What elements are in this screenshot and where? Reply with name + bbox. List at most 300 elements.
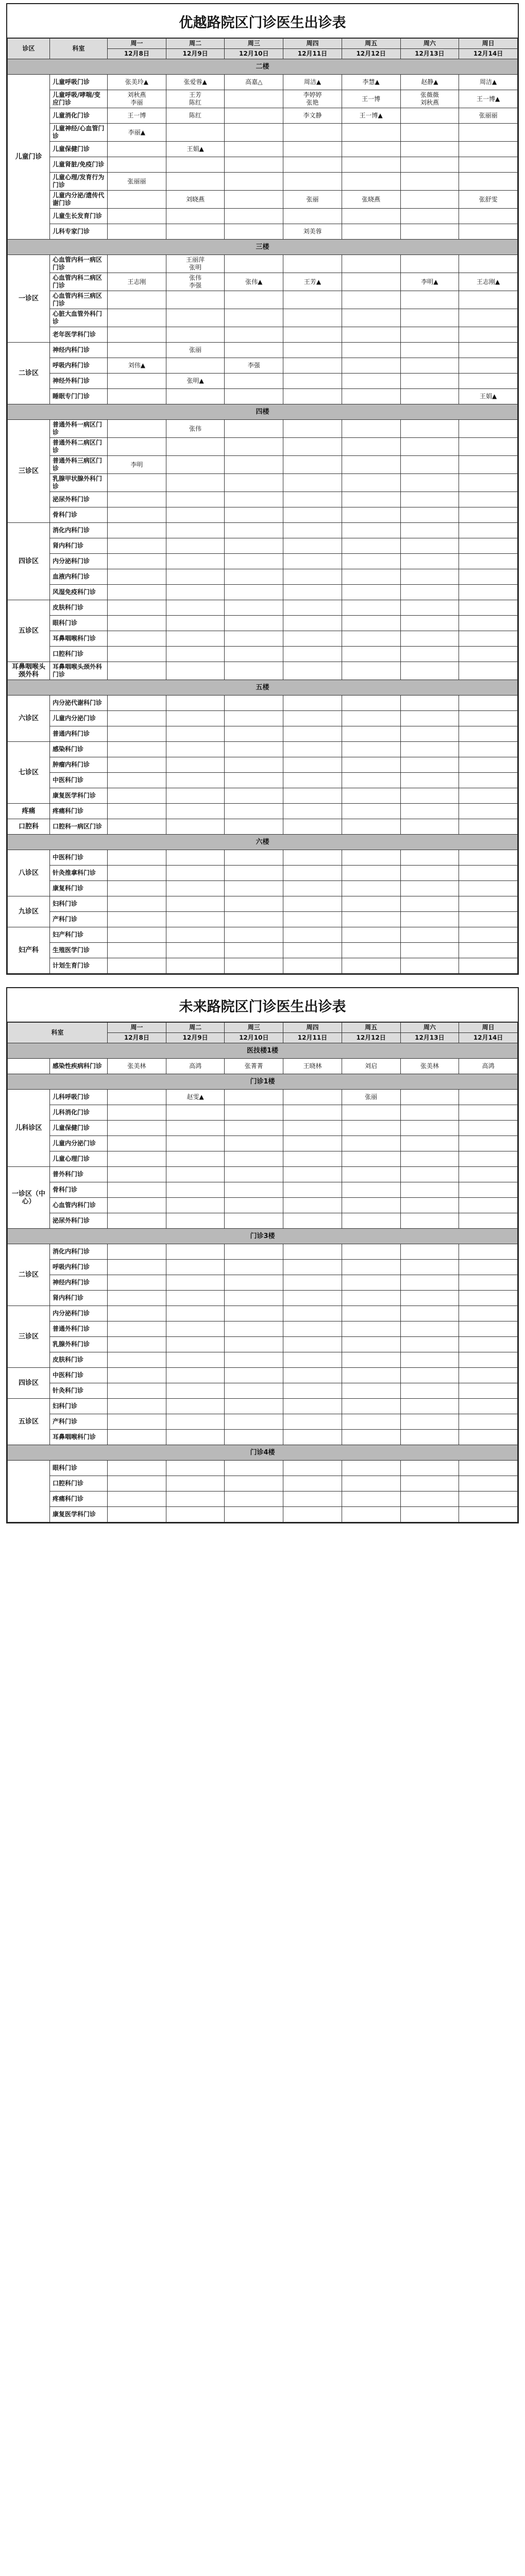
table-row [8, 1306, 518, 1321]
date-header: 12月12日 [342, 49, 400, 59]
doctor-cell: 王一博▲ [459, 90, 518, 108]
dept-cell: 内分泌科门诊 [50, 1306, 108, 1321]
doctor-cell [459, 585, 518, 600]
doctor-cell [283, 1291, 342, 1306]
doctor-cell [400, 1121, 459, 1136]
doctor-cell [108, 1244, 166, 1260]
doctor-cell [108, 631, 166, 647]
doctor-cell [283, 554, 342, 569]
table-row [8, 474, 518, 492]
floor-row [8, 680, 518, 696]
doctor-cell [166, 662, 225, 680]
dept-cell: 心血管内科门诊 [50, 1198, 108, 1213]
floor-row [8, 59, 518, 75]
doctor-cell [459, 1167, 518, 1182]
table-row [8, 819, 518, 835]
date-header: 12月11日 [283, 49, 342, 59]
doctor-cell [108, 1414, 166, 1430]
doctor-cell [342, 291, 400, 309]
doctor-cell [400, 224, 459, 240]
doctor-cell [342, 224, 400, 240]
doctor-cell [108, 585, 166, 600]
doctor-cell [108, 662, 166, 680]
doctor-cell [459, 866, 518, 881]
doctor-cell [400, 474, 459, 492]
table-row [8, 912, 518, 927]
doctor-cell [108, 711, 166, 726]
floor-label: 门诊1楼 [8, 1074, 518, 1090]
doctor-cell: 刘伟▲ [108, 358, 166, 374]
doctor-cell [283, 1213, 342, 1229]
doctor-cell [283, 538, 342, 554]
doctor-cell [166, 474, 225, 492]
doctor-cell [225, 1352, 283, 1368]
doctor-cell [459, 616, 518, 631]
doctor-cell [400, 191, 459, 209]
table-row [8, 456, 518, 474]
doctor-cell [108, 420, 166, 438]
doctor-cell [459, 804, 518, 819]
doctor-cell [459, 492, 518, 507]
table-row [8, 309, 518, 327]
doctor-cell [342, 1430, 400, 1445]
doctor-cell [108, 616, 166, 631]
dept-cell: 儿童神经/心血管门诊 [50, 124, 108, 142]
campus-cell: 一诊区 [8, 255, 50, 343]
doctor-cell [225, 647, 283, 662]
doctor-cell [459, 1275, 518, 1291]
day-header: 周五 [342, 1023, 400, 1033]
doctor-cell [342, 209, 400, 224]
day-header: 周二 [166, 1023, 225, 1033]
doctor-cell [108, 569, 166, 585]
doctor-cell [459, 374, 518, 389]
date-header: 12月9日 [166, 49, 225, 59]
doctor-cell [459, 1090, 518, 1105]
doctor-cell [283, 757, 342, 773]
doctor-cell [225, 1151, 283, 1167]
doctor-cell [459, 1352, 518, 1368]
doctor-cell [225, 1507, 283, 1522]
table-row [8, 1090, 518, 1105]
doctor-cell [459, 1492, 518, 1507]
dept-cell: 中医科门诊 [50, 773, 108, 788]
doctor-cell [459, 1291, 518, 1306]
doctor-cell [108, 309, 166, 327]
doctor-cell [283, 389, 342, 404]
doctor-cell [225, 788, 283, 804]
sheet-title: 优越路院区门诊医生出诊表 [7, 4, 518, 38]
dept-cell: 骨科门诊 [50, 507, 108, 523]
table-row [8, 1136, 518, 1151]
table-row [8, 1275, 518, 1291]
doctor-cell: 赵雯▲ [166, 1090, 225, 1105]
doctor-cell [225, 142, 283, 157]
doctor-cell [459, 309, 518, 327]
day-header: 周日 [459, 1023, 518, 1033]
table-row [8, 662, 518, 680]
doctor-cell [108, 1461, 166, 1476]
doctor-cell: 赵静▲ [400, 75, 459, 90]
doctor-cell [342, 757, 400, 773]
campus-cell: 疼痛 [8, 804, 50, 819]
doctor-cell [225, 456, 283, 474]
floor-row [8, 1074, 518, 1090]
table-row [8, 374, 518, 389]
doctor-cell [108, 1151, 166, 1167]
doctor-cell [283, 255, 342, 273]
doctor-cell [166, 456, 225, 474]
doctor-cell [225, 866, 283, 881]
doctor-cell [283, 1275, 342, 1291]
table-row [8, 569, 518, 585]
doctor-cell [459, 1461, 518, 1476]
doctor-cell [400, 757, 459, 773]
doctor-cell [225, 1337, 283, 1352]
doctor-cell [225, 1430, 283, 1445]
doctor-cell [166, 1136, 225, 1151]
dept-cell: 儿科呼吸门诊 [50, 1090, 108, 1105]
doctor-cell [108, 1167, 166, 1182]
doctor-cell: 李文静 [283, 108, 342, 124]
floor-label: 四楼 [8, 404, 518, 420]
doctor-cell [400, 1399, 459, 1414]
doctor-cell [225, 1321, 283, 1337]
table-row [8, 726, 518, 742]
doctor-cell [342, 1476, 400, 1492]
doctor-cell [108, 742, 166, 757]
doctor-cell [342, 1244, 400, 1260]
doctor-cell [225, 1260, 283, 1275]
dept-cell: 妇产科门诊 [50, 927, 108, 943]
doctor-cell: 王志刚▲ [459, 273, 518, 291]
doctor-cell [459, 1151, 518, 1167]
doctor-cell [283, 1383, 342, 1399]
doctor-cell [400, 696, 459, 711]
dept-cell: 老年医学科门诊 [50, 327, 108, 343]
doctor-cell [166, 788, 225, 804]
doctor-cell [108, 819, 166, 835]
doctor-cell [225, 492, 283, 507]
doctor-cell [342, 631, 400, 647]
doctor-cell [400, 1260, 459, 1275]
doctor-cell [342, 456, 400, 474]
table-row [8, 927, 518, 943]
doctor-cell [283, 1167, 342, 1182]
doctor-cell [283, 600, 342, 616]
doctor-cell [225, 224, 283, 240]
doctor-cell [166, 585, 225, 600]
doctor-cell [283, 1105, 342, 1121]
doctor-cell [400, 343, 459, 358]
doctor-cell [459, 291, 518, 309]
doctor-cell [166, 209, 225, 224]
dept-cell: 耳鼻咽喉头颈外科门诊 [50, 662, 108, 680]
doctor-cell [283, 474, 342, 492]
doctor-cell [225, 726, 283, 742]
doctor-cell [400, 1306, 459, 1321]
doctor-cell: 张晓燕 [342, 191, 400, 209]
doctor-cell [166, 1383, 225, 1399]
dept-cell: 产科门诊 [50, 1414, 108, 1430]
doctor-cell [108, 1337, 166, 1352]
doctor-cell [166, 507, 225, 523]
doctor-cell [459, 1414, 518, 1430]
table-row [8, 507, 518, 523]
campus-cell [8, 1461, 50, 1522]
doctor-cell [342, 492, 400, 507]
doctor-cell [459, 819, 518, 835]
doctor-cell [283, 1430, 342, 1445]
doctor-cell: 王一博 [108, 108, 166, 124]
doctor-cell [166, 1461, 225, 1476]
dept-cell: 儿童保健门诊 [50, 1121, 108, 1136]
doctor-cell [166, 327, 225, 343]
doctor-cell [166, 1368, 225, 1383]
date-header: 12月8日 [108, 49, 166, 59]
doctor-cell [342, 1368, 400, 1383]
doctor-cell [108, 1430, 166, 1445]
doctor-cell [166, 1121, 225, 1136]
doctor-cell [166, 696, 225, 711]
doctor-cell [400, 492, 459, 507]
doctor-cell [225, 943, 283, 958]
dept-cell: 消化内科门诊 [50, 1244, 108, 1260]
table-row [8, 1198, 518, 1213]
doctor-cell [225, 173, 283, 191]
dept-cell: 疼痛科门诊 [50, 804, 108, 819]
table-row [8, 1167, 518, 1182]
doctor-cell [166, 1275, 225, 1291]
doctor-cell [166, 896, 225, 912]
doctor-cell [225, 1306, 283, 1321]
doctor-cell: 李强 [225, 358, 283, 374]
doctor-cell [400, 819, 459, 835]
doctor-cell [459, 1198, 518, 1213]
doctor-cell [108, 850, 166, 866]
doctor-cell [166, 1399, 225, 1414]
doctor-cell [283, 343, 342, 358]
doctor-cell [283, 773, 342, 788]
doctor-cell [342, 1507, 400, 1522]
doctor-cell [342, 881, 400, 896]
doctor-cell [400, 438, 459, 456]
doctor-cell [283, 507, 342, 523]
doctor-cell [400, 1507, 459, 1522]
doctor-cell [400, 291, 459, 309]
table-row [8, 1105, 518, 1121]
doctor-cell [108, 881, 166, 896]
doctor-cell [166, 538, 225, 554]
doctor-cell [342, 1260, 400, 1275]
doctor-cell [283, 420, 342, 438]
table-row [8, 273, 518, 291]
doctor-cell [108, 1352, 166, 1368]
doctor-cell [342, 585, 400, 600]
table-row [8, 773, 518, 788]
doctor-cell [400, 358, 459, 374]
doctor-cell [283, 1492, 342, 1507]
doctor-cell [283, 866, 342, 881]
doctor-cell [400, 389, 459, 404]
doctor-cell [342, 804, 400, 819]
date-header: 12月13日 [400, 1033, 459, 1043]
doctor-cell [459, 1507, 518, 1522]
doctor-cell [459, 1321, 518, 1337]
table-row [8, 1383, 518, 1399]
doctor-cell [400, 255, 459, 273]
table-row [8, 1492, 518, 1507]
doctor-cell [166, 569, 225, 585]
dept-cell: 泌尿外科门诊 [50, 1213, 108, 1229]
doctor-cell [108, 1090, 166, 1105]
doctor-cell [459, 1368, 518, 1383]
floor-label: 医技楼1楼 [8, 1043, 518, 1059]
doctor-cell [283, 173, 342, 191]
doctor-cell [342, 569, 400, 585]
doctor-cell [283, 1306, 342, 1321]
dept-cell: 普通外科三病区门诊 [50, 456, 108, 474]
doctor-cell [283, 456, 342, 474]
table-row [8, 1399, 518, 1414]
doctor-cell [400, 958, 459, 974]
doctor-cell [342, 1306, 400, 1321]
doctor-cell: 周洁▲ [283, 75, 342, 90]
doctor-cell [459, 647, 518, 662]
doctor-cell [459, 1306, 518, 1321]
doctor-cell: 王娟▲ [166, 142, 225, 157]
doctor-cell [166, 492, 225, 507]
doctor-cell [225, 1414, 283, 1430]
doctor-cell [342, 1167, 400, 1182]
doctor-cell [400, 209, 459, 224]
table-row [8, 1461, 518, 1476]
doctor-cell [283, 1321, 342, 1337]
doctor-cell [166, 1167, 225, 1182]
doctor-cell [400, 108, 459, 124]
doctor-cell [108, 474, 166, 492]
doctor-cell [459, 343, 518, 358]
doctor-cell [108, 927, 166, 943]
doctor-cell [283, 1151, 342, 1167]
doctor-cell [108, 255, 166, 273]
doctor-cell [225, 696, 283, 711]
dept-cell: 普外科门诊 [50, 1167, 108, 1182]
day-header: 周日 [459, 39, 518, 49]
doctor-cell [225, 1136, 283, 1151]
campus-cell: 儿童门诊 [8, 75, 50, 240]
doctor-cell [342, 438, 400, 456]
doctor-cell [283, 374, 342, 389]
doctor-cell [400, 1430, 459, 1445]
doctor-cell [108, 866, 166, 881]
table-row [8, 1321, 518, 1337]
doctor-cell: 李婷婷 张艳 [283, 90, 342, 108]
doctor-cell [342, 389, 400, 404]
dept-cell: 儿童呼吸门诊 [50, 75, 108, 90]
doctor-cell: 张伟▲ [225, 273, 283, 291]
doctor-cell [225, 389, 283, 404]
doctor-cell: 王一博 [342, 90, 400, 108]
table-row [8, 1260, 518, 1275]
campus-cell: 六诊区 [8, 696, 50, 742]
doctor-cell [459, 757, 518, 773]
doctor-cell [342, 616, 400, 631]
table-row [8, 1244, 518, 1260]
doctor-cell [283, 1198, 342, 1213]
doctor-cell [283, 1414, 342, 1430]
doctor-cell [400, 616, 459, 631]
dept-cell: 呼吸内科门诊 [50, 1260, 108, 1275]
doctor-cell [400, 742, 459, 757]
dept-cell: 儿童消化门诊 [50, 108, 108, 124]
campus-cell: 口腔科 [8, 819, 50, 835]
doctor-cell [342, 374, 400, 389]
doctor-cell [459, 438, 518, 456]
doctor-cell [283, 1244, 342, 1260]
table-row [8, 742, 518, 757]
table-row [8, 896, 518, 912]
doctor-cell [225, 1182, 283, 1198]
doctor-cell [459, 1121, 518, 1136]
doctor-cell [225, 881, 283, 896]
doctor-cell [400, 943, 459, 958]
doctor-cell [166, 124, 225, 142]
dept-cell: 计划生育门诊 [50, 958, 108, 974]
dept-cell: 儿童保健门诊 [50, 142, 108, 157]
floor-row [8, 240, 518, 255]
dept-cell: 儿童心理门诊 [50, 1151, 108, 1167]
doctor-cell [459, 1244, 518, 1260]
campus-cell: 五诊区 [8, 1399, 50, 1445]
doctor-cell [166, 1182, 225, 1198]
doctor-cell [225, 1291, 283, 1306]
doctor-cell [342, 1151, 400, 1167]
doctor-cell [459, 927, 518, 943]
dept-cell: 神经内科门诊 [50, 1275, 108, 1291]
doctor-cell [342, 958, 400, 974]
doctor-cell [459, 912, 518, 927]
doctor-cell [283, 927, 342, 943]
doctor-cell [283, 157, 342, 173]
dept-cell: 耳鼻咽喉科门诊 [50, 1430, 108, 1445]
doctor-cell [283, 358, 342, 374]
table-row [8, 1291, 518, 1306]
doctor-cell [225, 1383, 283, 1399]
date-header: 12月8日 [108, 1033, 166, 1043]
doctor-cell [225, 507, 283, 523]
doctor-cell [400, 896, 459, 912]
doctor-cell [459, 773, 518, 788]
doctor-cell [108, 647, 166, 662]
doctor-cell [108, 912, 166, 927]
doctor-cell [283, 1461, 342, 1476]
doctor-cell [108, 1213, 166, 1229]
doctor-cell [225, 309, 283, 327]
doctor-cell [459, 1383, 518, 1399]
doctor-cell [283, 1121, 342, 1136]
doctor-cell [459, 157, 518, 173]
dept-cell: 普通外科门诊 [50, 1321, 108, 1337]
doctor-cell [342, 866, 400, 881]
doctor-cell [400, 1291, 459, 1306]
doctor-cell [283, 142, 342, 157]
doctor-cell [459, 1476, 518, 1492]
doctor-cell: 张丽 [342, 1090, 400, 1105]
table-row [8, 1337, 518, 1352]
doctor-cell: 高鸿 [459, 1059, 518, 1074]
doctor-cell [283, 631, 342, 647]
